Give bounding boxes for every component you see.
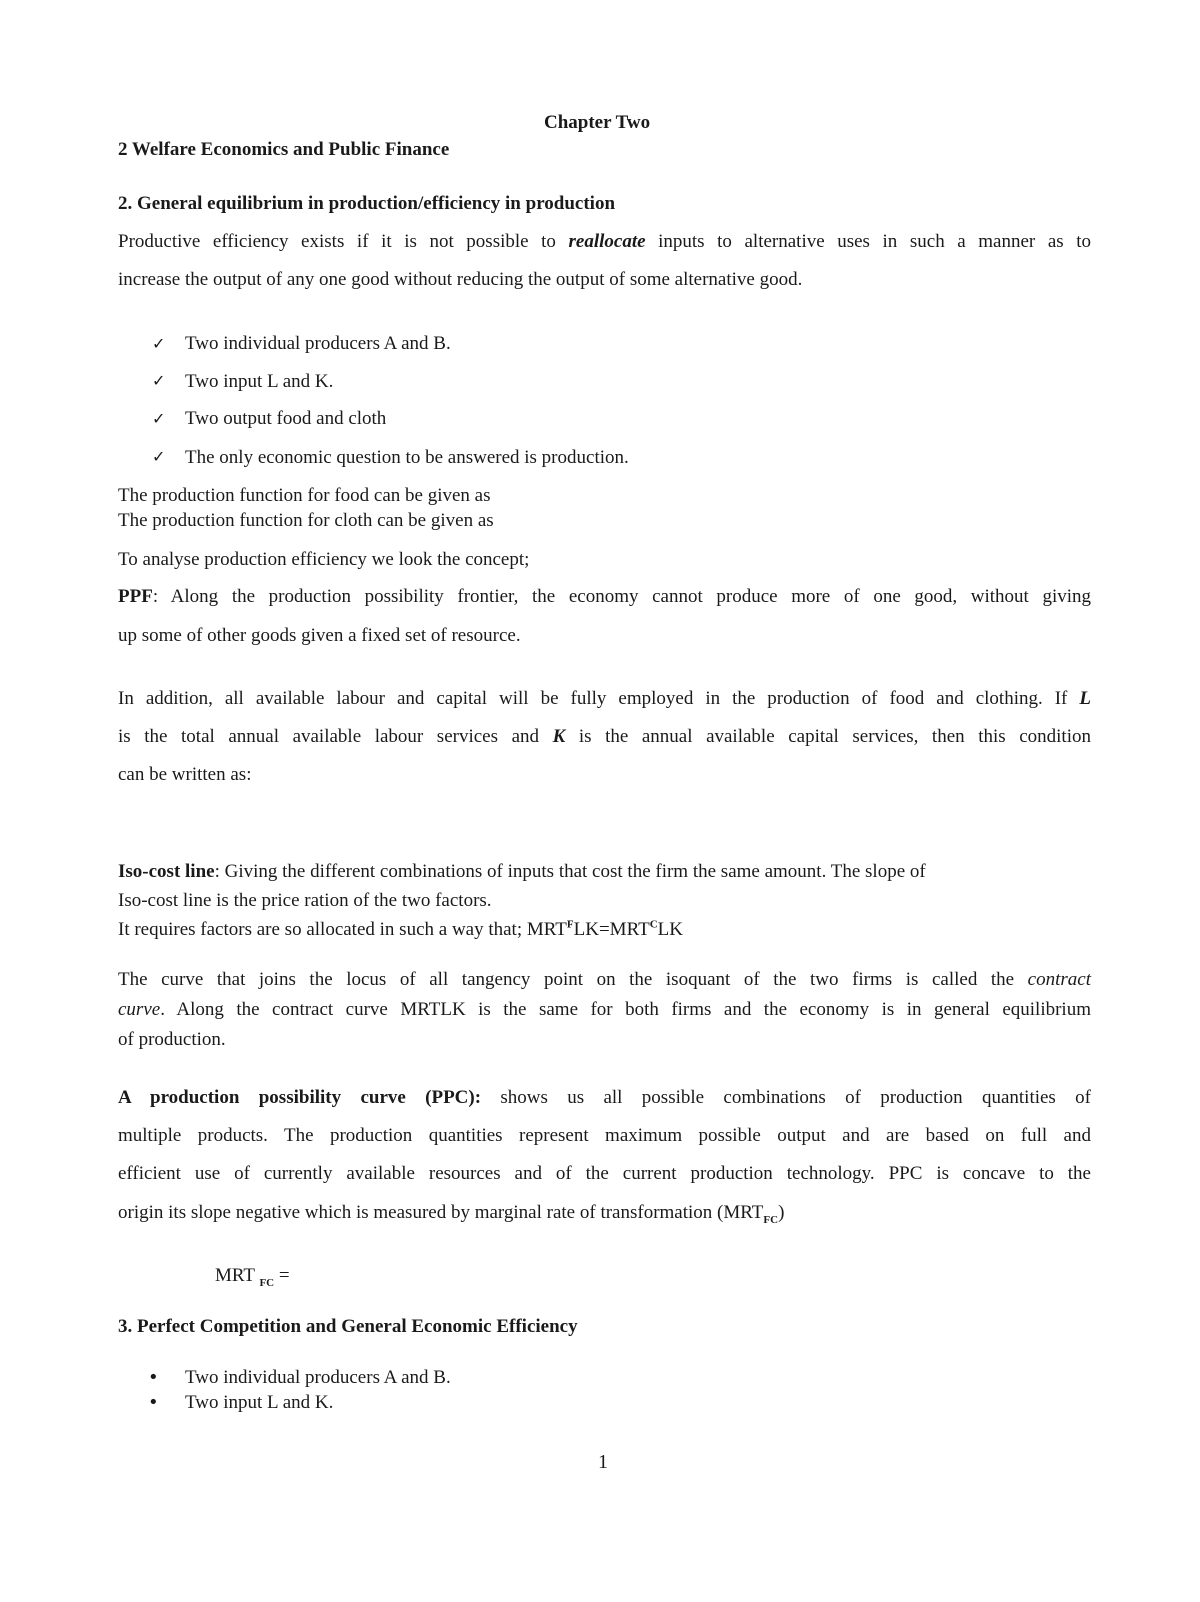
bullet-icon: • bbox=[148, 1367, 159, 1388]
contract-paragraph-line1: The curve that joins the locus of all tangency point on the isoquant of the two firms is called the contract bbox=[118, 969, 1091, 990]
mrt-equation: MRT $_{FC}$ = bbox=[215, 1265, 290, 1289]
ppc-term: A production possibility curve (PPC): bbox=[118, 1087, 482, 1108]
production-function-cloth: The production function for cloth can be given as bbox=[118, 510, 494, 531]
check-list-item: Two individual producers A and B. bbox=[185, 333, 451, 354]
ppf-paragraph-line2: up some of other goods given a fixed set of resource. bbox=[118, 625, 521, 646]
section-title: 2 Welfare Economics and Public Finance bbox=[118, 139, 450, 160]
analyse-text: To analyse production efficiency we look the concept; bbox=[118, 549, 530, 570]
emphasis-curve: curve bbox=[118, 999, 161, 1020]
isocost-paragraph-line2: Iso-cost line is the price ration of the two factors. bbox=[118, 890, 492, 911]
ppf-term: PPF bbox=[118, 586, 153, 607]
isocost-term: Iso-cost line bbox=[118, 861, 215, 882]
subsection-heading-perfect-competition: 3. Perfect Competition and General Economic Efficiency bbox=[118, 1316, 578, 1337]
check-list-item: Two input L and K. bbox=[185, 371, 334, 392]
ppf-paragraph-line1: PPF: Along the production possibility frontier, the economy cannot produce more of one good, without giving bbox=[118, 586, 1091, 607]
paragraph-productive-efficiency-line1: Productive efficiency exists if it is not possible to reallocate inputs to alternative uses in such a manner as to bbox=[118, 231, 1091, 252]
addition-paragraph-line2: is the total annual available labour services and K is the annual available capital services, then this condition bbox=[118, 726, 1091, 747]
emphasis-reallocate: reallocate bbox=[568, 231, 646, 252]
check-icon: ✓ bbox=[152, 447, 166, 466]
bullet-icon: • bbox=[148, 1392, 159, 1413]
check-list-item: Two output food and cloth bbox=[185, 408, 387, 429]
isocost-paragraph-line1: Iso-cost line: Giving the different combinations of inputs that cost the firm the same amount. The slope of bbox=[118, 861, 926, 882]
subsection-heading-efficiency: 2. General equilibrium in production/efficiency in production bbox=[118, 193, 616, 214]
emphasis-contract: contract bbox=[1027, 969, 1091, 990]
ppc-paragraph-line2: multiple products. The production quantities represent maximum possible output and are based on full and bbox=[118, 1125, 1091, 1146]
ppc-paragraph-line3: efficient use of currently available resources and of the current production technology. PPC is concave to the bbox=[118, 1163, 1091, 1184]
chapter-heading: Chapter Two bbox=[544, 112, 651, 133]
ppc-paragraph-line1: A production possibility curve (PPC): shows us all possible combinations of production quantities of bbox=[118, 1087, 1091, 1108]
production-function-food: The production function for food can be given as bbox=[118, 485, 491, 506]
bullet-list-item: Two input L and K. bbox=[185, 1392, 334, 1413]
addition-paragraph-line3: can be written as: bbox=[118, 764, 252, 785]
symbol-K: K bbox=[552, 726, 566, 747]
check-list-item: The only economic question to be answered is production. bbox=[185, 447, 629, 468]
bullet-list-item: Two individual producers A and B. bbox=[185, 1367, 451, 1388]
paragraph-productive-efficiency-line2: increase the output of any one good without reducing the output of some alternative good. bbox=[118, 269, 803, 290]
ppc-paragraph-line4: origin its slope negative which is measured by marginal rate of transformation $(MRT_{FC})$ bbox=[118, 1202, 785, 1226]
symbol-L: L bbox=[1079, 688, 1091, 709]
addition-paragraph-line1: In addition, all available labour and capital will be fully employed in the production of food and clothing. If L bbox=[118, 688, 1091, 709]
check-icon: ✓ bbox=[152, 334, 166, 353]
contract-paragraph-line3: of production. bbox=[118, 1029, 226, 1050]
contract-paragraph-line2: curve. Along the contract curve MRTLK is the same for both firms and the economy is in general equilibrium bbox=[118, 999, 1091, 1020]
check-icon: ✓ bbox=[152, 409, 166, 428]
page-number: 1 bbox=[598, 1451, 608, 1473]
isocost-paragraph-line3: It requires factors are so allocated in such a way that; $MRT^FLK=MRT^CLK$ bbox=[118, 918, 683, 940]
check-icon: ✓ bbox=[152, 371, 166, 390]
